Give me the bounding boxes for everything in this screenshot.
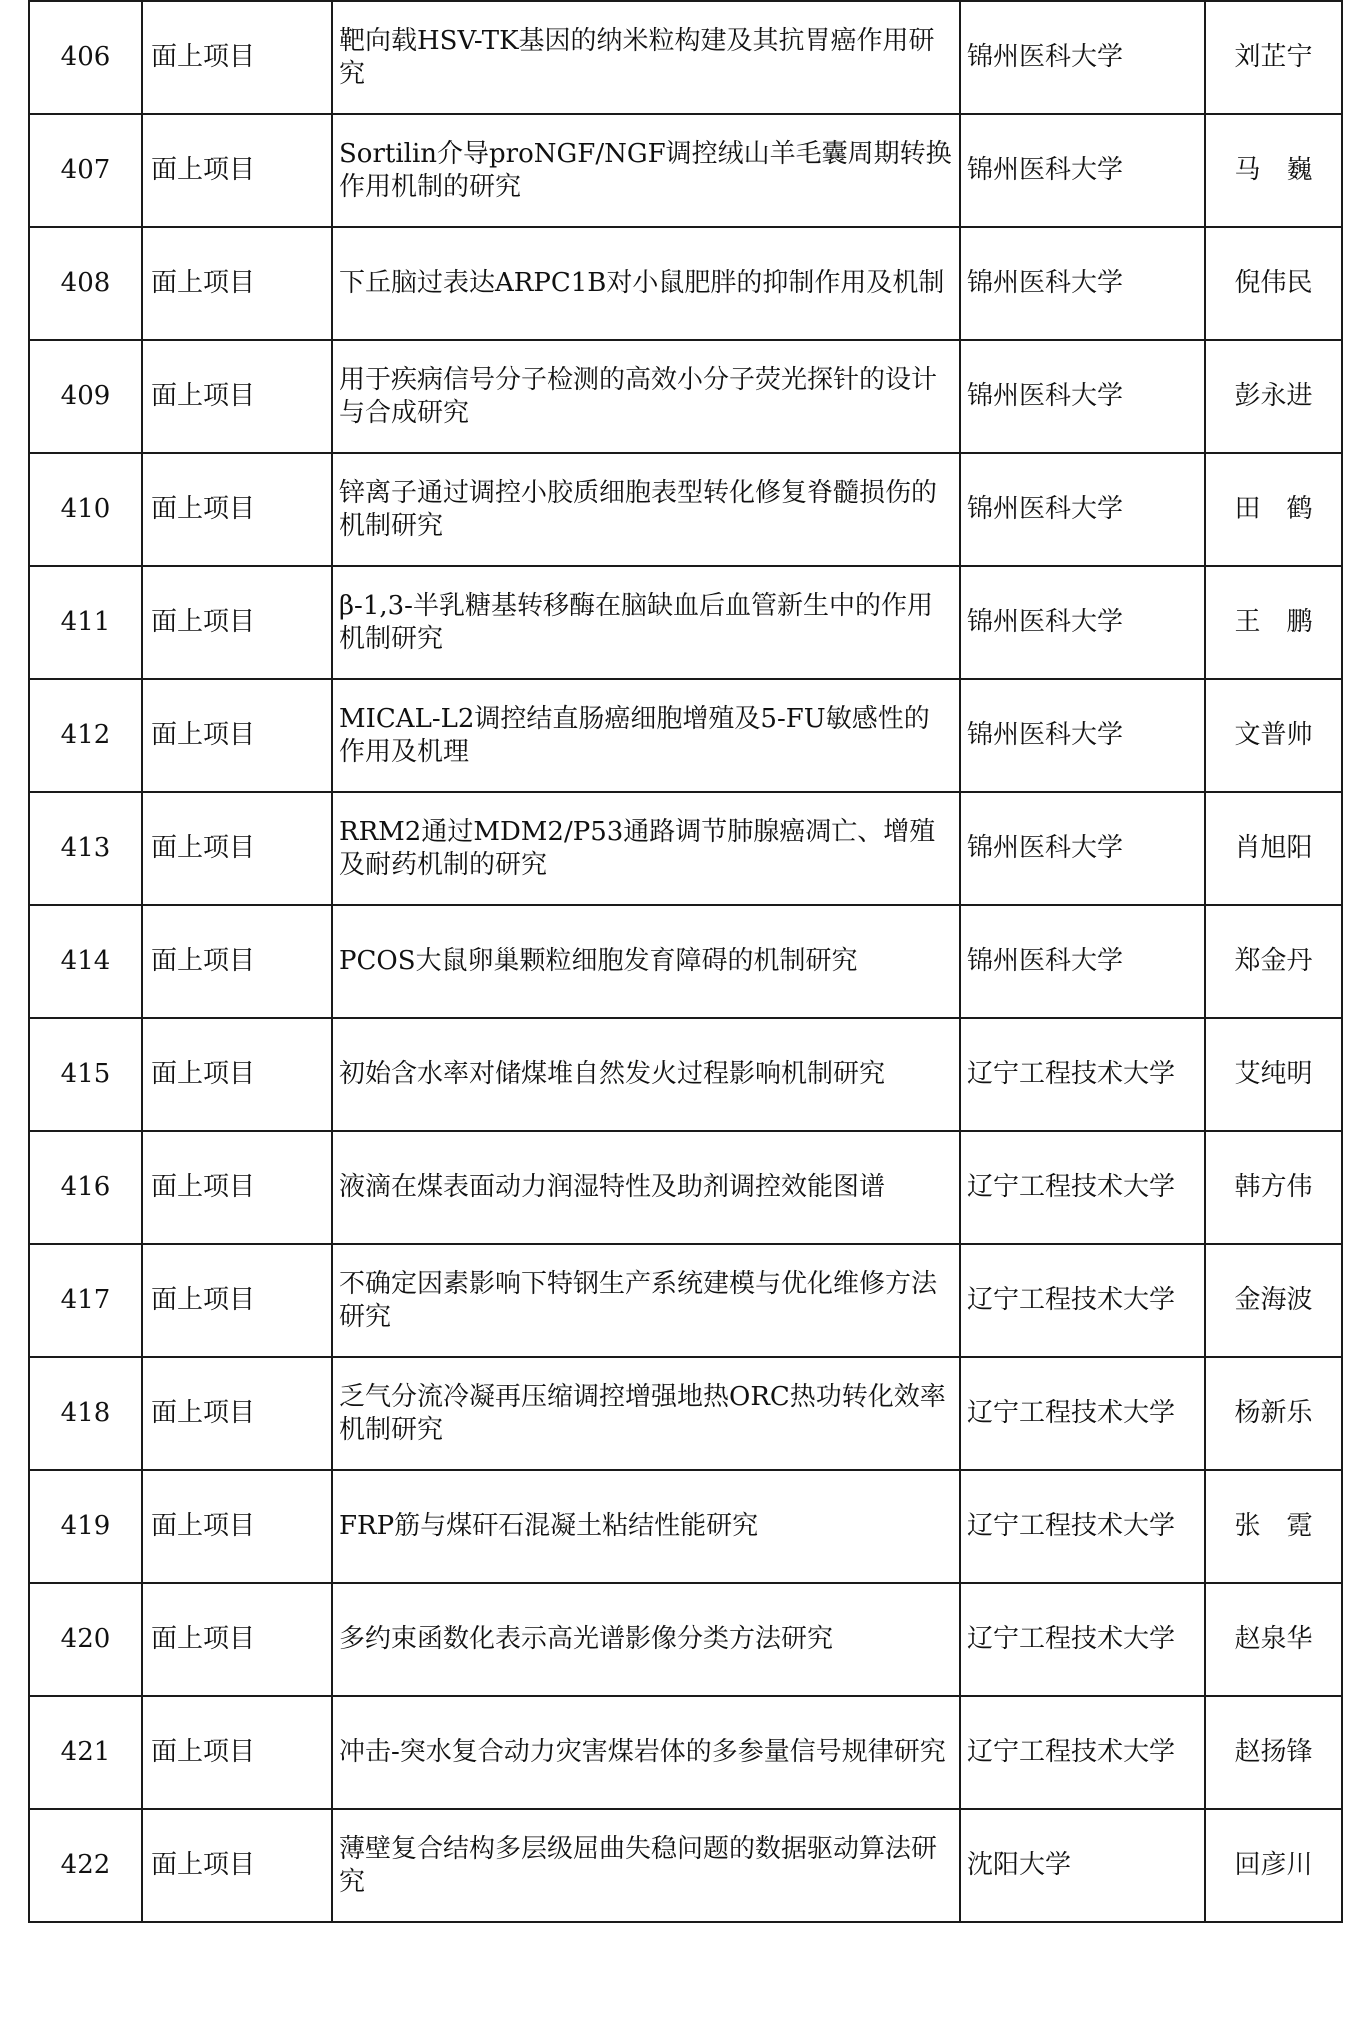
principal-investigator: 回彦川 [1205,1809,1342,1922]
institution: 锦州医科大学 [960,566,1205,679]
project-table-body [29,1,1342,1922]
project-title: 薄壁复合结构多层级屈曲失稳问题的数据驱动算法研究 [332,1809,960,1922]
project-type: 面上项目 [142,1,332,114]
project-title: RRM2通过MDM2/P53通路调节肺腺癌凋亡、增殖及耐药机制的研究 [332,792,960,905]
principal-investigator: 郑金丹 [1205,905,1342,1018]
row-number: 417 [29,1244,142,1357]
table-row [29,566,1342,679]
project-type: 面上项目 [142,1357,332,1470]
principal-investigator: 肖旭阳 [1205,792,1342,905]
project-type: 面上项目 [142,1244,332,1357]
row-number: 415 [29,1018,142,1131]
project-type: 面上项目 [142,453,332,566]
table-row [29,1809,1342,1922]
institution: 锦州医科大学 [960,905,1205,1018]
project-table [28,0,1343,1923]
project-title: 不确定因素影响下特钢生产系统建模与优化维修方法研究 [332,1244,960,1357]
row-number: 411 [29,566,142,679]
project-title: 液滴在煤表面动力润湿特性及助剂调控效能图谱 [332,1131,960,1244]
table-row [29,227,1342,340]
project-type: 面上项目 [142,114,332,227]
project-type: 面上项目 [142,340,332,453]
row-number: 416 [29,1131,142,1244]
project-title: 下丘脑过表达ARPC1B对小鼠肥胖的抑制作用及机制 [332,227,960,340]
row-number: 406 [29,1,142,114]
project-title: 用于疾病信号分子检测的高效小分子荧光探针的设计与合成研究 [332,340,960,453]
project-title: FRP筋与煤矸石混凝土粘结性能研究 [332,1470,960,1583]
principal-investigator: 王 鹏 [1205,566,1342,679]
institution: 辽宁工程技术大学 [960,1583,1205,1696]
institution: 锦州医科大学 [960,114,1205,227]
table-row [29,340,1342,453]
table-row [29,792,1342,905]
row-number: 419 [29,1470,142,1583]
table-row [29,1018,1342,1131]
row-number: 413 [29,792,142,905]
principal-investigator: 韩方伟 [1205,1131,1342,1244]
row-number: 420 [29,1583,142,1696]
institution: 辽宁工程技术大学 [960,1131,1205,1244]
institution: 锦州医科大学 [960,340,1205,453]
principal-investigator: 赵扬锋 [1205,1696,1342,1809]
project-title: Sortilin介导proNGF/NGF调控绒山羊毛囊周期转换作用机制的研究 [332,114,960,227]
table-row [29,1696,1342,1809]
project-title: β-1,3-半乳糖基转移酶在脑缺血后血管新生中的作用机制研究 [332,566,960,679]
table-row [29,905,1342,1018]
institution: 锦州医科大学 [960,792,1205,905]
table-row [29,1583,1342,1696]
project-title: PCOS大鼠卵巢颗粒细胞发育障碍的机制研究 [332,905,960,1018]
project-title: 冲击-突水复合动力灾害煤岩体的多参量信号规律研究 [332,1696,960,1809]
table-row [29,114,1342,227]
project-title: 初始含水率对储煤堆自然发火过程影响机制研究 [332,1018,960,1131]
row-number: 418 [29,1357,142,1470]
table-row [29,1131,1342,1244]
institution: 锦州医科大学 [960,227,1205,340]
project-type: 面上项目 [142,679,332,792]
row-number: 414 [29,905,142,1018]
institution: 辽宁工程技术大学 [960,1357,1205,1470]
institution: 锦州医科大学 [960,453,1205,566]
row-number: 422 [29,1809,142,1922]
institution: 辽宁工程技术大学 [960,1470,1205,1583]
project-title: 多约束函数化表示高光谱影像分类方法研究 [332,1583,960,1696]
principal-investigator: 文普帅 [1205,679,1342,792]
project-title: MICAL-L2调控结直肠癌细胞增殖及5-FU敏感性的作用及机理 [332,679,960,792]
principal-investigator: 艾纯明 [1205,1018,1342,1131]
principal-investigator: 彭永进 [1205,340,1342,453]
row-number: 421 [29,1696,142,1809]
project-type: 面上项目 [142,227,332,340]
project-table-container [28,0,1341,1923]
project-type: 面上项目 [142,1696,332,1809]
project-type: 面上项目 [142,566,332,679]
table-row [29,1470,1342,1583]
table-row [29,453,1342,566]
table-row [29,1,1342,114]
project-title: 靶向载HSV-TK基因的纳米粒构建及其抗胃癌作用研究 [332,1,960,114]
principal-investigator: 马 巍 [1205,114,1342,227]
project-type: 面上项目 [142,1470,332,1583]
row-number: 408 [29,227,142,340]
institution: 辽宁工程技术大学 [960,1018,1205,1131]
table-row [29,679,1342,792]
principal-investigator: 刘芷宁 [1205,1,1342,114]
institution: 锦州医科大学 [960,679,1205,792]
row-number: 409 [29,340,142,453]
principal-investigator: 金海波 [1205,1244,1342,1357]
principal-investigator: 田 鹤 [1205,453,1342,566]
project-type: 面上项目 [142,1583,332,1696]
project-type: 面上项目 [142,792,332,905]
principal-investigator: 杨新乐 [1205,1357,1342,1470]
institution: 辽宁工程技术大学 [960,1696,1205,1809]
institution: 锦州医科大学 [960,1,1205,114]
table-row [29,1244,1342,1357]
project-type: 面上项目 [142,905,332,1018]
row-number: 410 [29,453,142,566]
row-number: 407 [29,114,142,227]
institution: 沈阳大学 [960,1809,1205,1922]
project-type: 面上项目 [142,1018,332,1131]
row-number: 412 [29,679,142,792]
project-title: 乏气分流冷凝再压缩调控增强地热ORC热功转化效率机制研究 [332,1357,960,1470]
principal-investigator: 赵泉华 [1205,1583,1342,1696]
project-type: 面上项目 [142,1131,332,1244]
principal-investigator: 倪伟民 [1205,227,1342,340]
project-type: 面上项目 [142,1809,332,1922]
principal-investigator: 张 霓 [1205,1470,1342,1583]
project-title: 锌离子通过调控小胶质细胞表型转化修复脊髓损伤的机制研究 [332,453,960,566]
table-row [29,1357,1342,1470]
institution: 辽宁工程技术大学 [960,1244,1205,1357]
